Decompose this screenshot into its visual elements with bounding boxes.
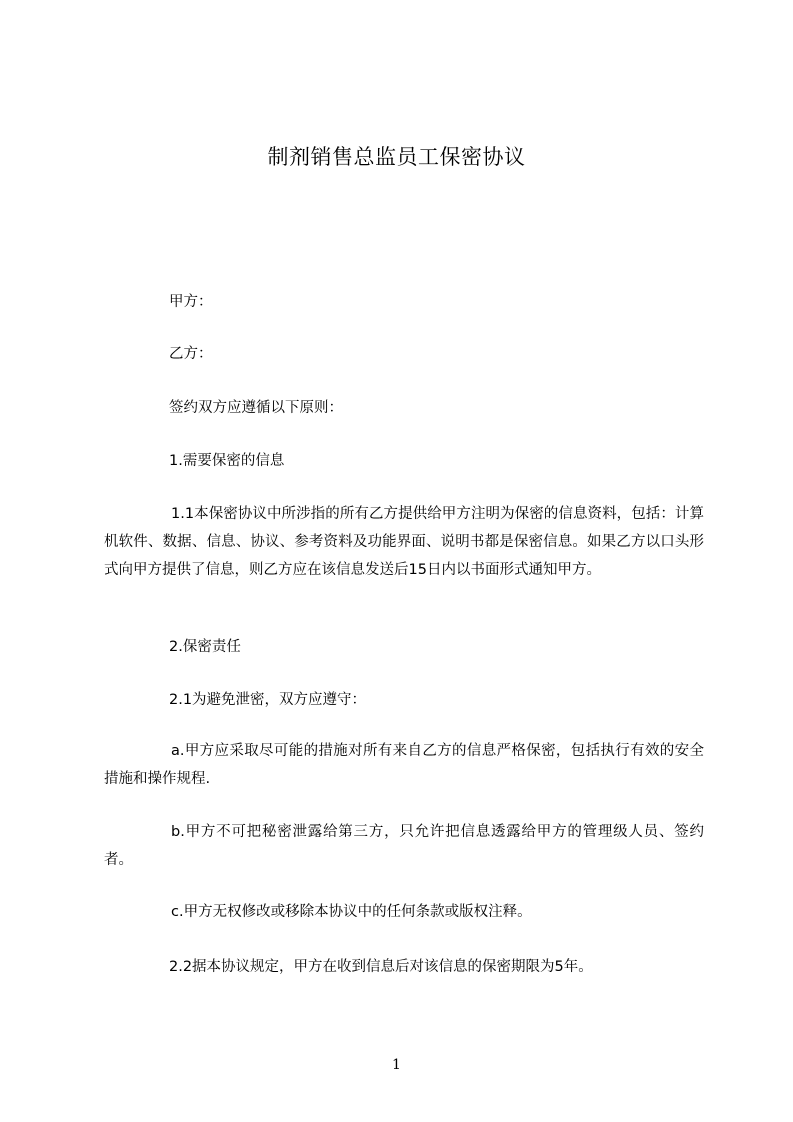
section-1-heading: 1.需要保密的信息 xyxy=(169,453,285,469)
section-1-1-paragraph: 1.1本保密协议中所涉指的所有乙方提供给甲方注明为保密的信息资料，包括：计算机软件、数据、信息、协议、参考资料及功能界面、说明书都是保密信息。如果乙方以口头形式向甲方提供了信息，则乙方应在该信息发送后15日内以书面形式通知甲方。 xyxy=(104,506,704,578)
section-2-heading: 2.保密责任 xyxy=(169,639,241,655)
page-number: 1 xyxy=(392,1057,401,1073)
section-2-1-heading: 2.1为避免泄密，双方应遵守： xyxy=(169,692,367,708)
document-title: 制剂销售总监员工保密协议 xyxy=(267,145,526,169)
principles-intro: 签约双方应遵循以下原则： xyxy=(169,400,343,416)
clause-a-paragraph: a.甲方应采取尽可能的措施对所有来自乙方的信息严格保密，包括执行有效的安全措施和操作规程. xyxy=(104,743,704,787)
clause-b-paragraph: b.甲方不可把秘密泄露给第三方，只允许把信息透露给甲方的管理级人员、签约者。 xyxy=(104,824,704,868)
clause-c-line: c.甲方无权修改或移除本协议中的任何条款或版权注释。 xyxy=(171,904,532,920)
section-2-2-line: 2.2据本协议规定，甲方在收到信息后对该信息的保密期限为5年。 xyxy=(169,959,593,975)
party-b-label: 乙方： xyxy=(169,346,213,362)
party-a-label: 甲方： xyxy=(169,294,213,310)
